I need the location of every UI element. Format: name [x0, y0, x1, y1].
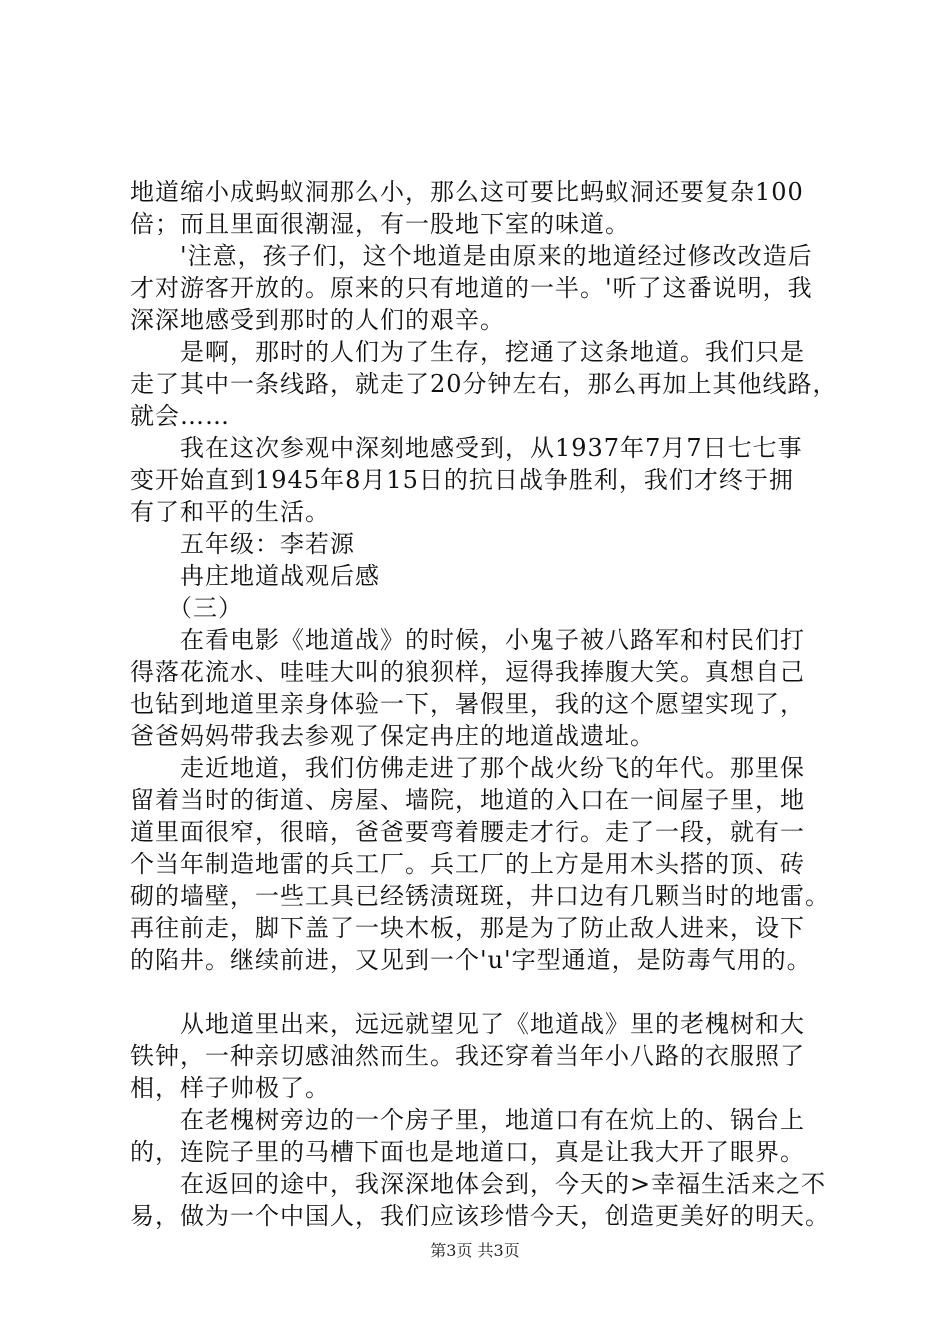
text-line: 留着当时的街道、房屋、墙院，地道的入口在一间屋子里，地 — [130, 786, 805, 814]
text-line: 相，样子帅极了。 — [130, 1074, 330, 1102]
text-line: 爸爸妈妈带我去参观了保定冉庄的地道战遗址。 — [130, 722, 655, 750]
text-line: 走了其中一条线路，就走了20分钟左右，那么再加上其他线路， — [130, 370, 838, 398]
text-line: 走近地道，我们仿佛走进了那个战火纷飞的年代。那里保 — [130, 754, 805, 782]
text-line: 在老槐树旁边的一个房子里，地道口有在炕上的、锅台上 — [130, 1106, 805, 1134]
text-line: 从地道里出来，远远就望见了《地道战》里的老槐树和大 — [130, 1010, 805, 1038]
text-line: '注意，孩子们，这个地道是由原来的地道经过修改改造后 — [130, 242, 813, 270]
text-line: 在看电影《地道战》的时候，小鬼子被八路军和村民们打 — [130, 626, 805, 654]
text-line: 变开始直到1945年8月15日的抗日战争胜利，我们才终于拥 — [130, 466, 794, 494]
text-line: 的陷井。继续前进，又见到一个'u'字型通道，是防毒气用的。 — [130, 946, 812, 974]
text-line: 个当年制造地雷的兵工厂。兵工厂的上方是用木头搭的顶、砖 — [130, 850, 805, 878]
page-footer: 第3页 共3页 — [430, 1241, 520, 1260]
text-line: 是啊，那时的人们为了生存，挖通了这条地道。我们只是 — [130, 338, 805, 366]
text-line: 地道缩小成蚂蚁洞那么小，那么这可要比蚂蚁洞还要复杂100 — [130, 178, 804, 206]
section-number: （三） — [130, 594, 243, 622]
text-line: 铁钟，一种亲切感油然而生。我还穿着当年小八路的衣服照了 — [130, 1042, 805, 1070]
text-line: 砌的墙壁，一些工具已经锈渍斑斑，井口边有几颗当时的地雷。 — [130, 882, 830, 910]
text-line: 道里面很窄，很暗，爸爸要弯着腰走才行。走了一段，就有一 — [130, 818, 805, 846]
text-line: 再往前走，脚下盖了一块木板，那是为了防止敌人进来，设下 — [130, 914, 805, 942]
text-line: 就会…… — [130, 402, 230, 430]
text-line: 得落花流水、哇哇大叫的狼狈样，逗得我捧腹大笑。真想自己 — [130, 658, 805, 686]
body-text — [130, 176, 842, 1232]
text-line: 在返回的途中，我深深地体会到，今天的>幸福生活来之不 — [130, 1170, 827, 1198]
text-line: 倍；而且里面很潮湿，有一股地下室的味道。 — [130, 210, 630, 238]
text-line: 我在这次参观中深刻地感受到，从1937年7月7日七七事 — [130, 434, 803, 462]
text-line: 的，连院子里的马槽下面也是地道口，真是让我大开了眼界。 — [130, 1138, 805, 1166]
author-line: 五年级：李若源 — [130, 530, 355, 558]
blank-line — [130, 976, 842, 1008]
text-line: 易，做为一个中国人，我们应该珍惜今天，创造更美好的明天。 — [130, 1202, 830, 1230]
title-line: 冉庄地道战观后感 — [130, 562, 380, 590]
text-line: 才对游客开放的。原来的只有地道的一半。'听了这番说明，我 — [130, 274, 813, 302]
text-line: 有了和平的生活。 — [130, 498, 330, 526]
text-line: 深深地感受到那时的人们的艰辛。 — [130, 306, 505, 334]
text-line: 也钻到地道里亲身体验一下，暑假里，我的这个愿望实现了， — [130, 690, 805, 718]
